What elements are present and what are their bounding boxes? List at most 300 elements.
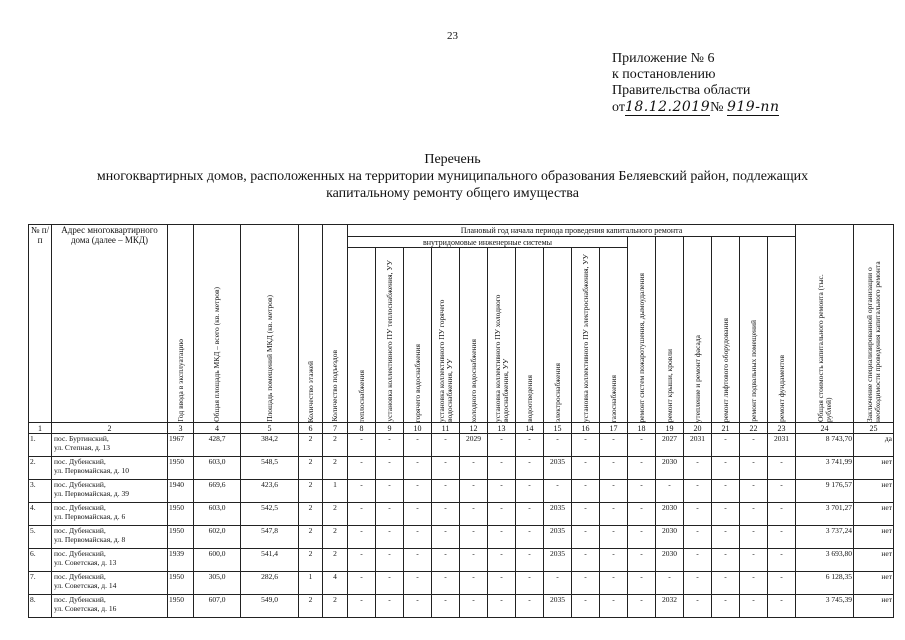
column-number: 8 (348, 423, 376, 434)
table-cell: 1 (299, 572, 323, 595)
table-cell: - (488, 434, 516, 457)
header-conclusion-cell (854, 225, 894, 423)
table-cell: - (740, 480, 768, 503)
table-cell: - (432, 457, 460, 480)
table-cell: 602,0 (194, 526, 241, 549)
table-cell: - (376, 526, 404, 549)
header-hotwater-meter: установка коллективного ПУ горячего водоснабжения, УУ (436, 299, 454, 422)
table-cell: 2 (299, 595, 323, 618)
header-foundation: ремонт фундаментов (776, 355, 786, 422)
address-settlement: пос. Дубенский, (54, 526, 106, 535)
table-cell: 2035 (544, 549, 572, 572)
table-cell: 2030 (656, 549, 684, 572)
address-cell (52, 526, 168, 549)
table-cell: 3 693,80 (796, 549, 854, 572)
table-cell: - (460, 572, 488, 595)
header-address: Адрес многоквартирного дома (далее – МКД) (52, 225, 168, 423)
table-cell: - (404, 480, 432, 503)
address-cell (52, 549, 168, 572)
table-cell: - (376, 457, 404, 480)
table-cell: - (712, 549, 740, 572)
table-cell: 384,2 (241, 434, 299, 457)
table-cell: - (348, 572, 376, 595)
header-premises-area: Площадь помещений МКД (кв. метров) (264, 295, 274, 422)
table-cell: - (544, 434, 572, 457)
table-cell: 1950 (168, 503, 194, 526)
address-street: ул. Советская, д. 16 (54, 604, 117, 613)
table-cell: - (768, 526, 796, 549)
table-row (29, 434, 894, 457)
header-number: № п/п (29, 225, 52, 423)
column-number: 13 (488, 423, 516, 434)
table-cell: - (768, 480, 796, 503)
address-cell (52, 572, 168, 595)
table-cell: - (516, 457, 544, 480)
table-cell: - (684, 526, 712, 549)
header-planned-year: Плановый год начала периода проведения капитального ремонта (348, 225, 796, 237)
handwritten-number: 919-пп (726, 99, 780, 115)
column-number: 23 (768, 423, 796, 434)
table-cell: 305,0 (194, 572, 241, 595)
header-premises-area-cell (241, 225, 299, 423)
address-settlement: пос. Буртинский, (54, 434, 109, 443)
header-fire: ремонт систем пожаротушения, дымоудаления (636, 272, 646, 422)
table-cell: 2 (299, 503, 323, 526)
column-number: 2 (52, 423, 168, 434)
table-cell: - (488, 526, 516, 549)
table-cell: - (404, 572, 432, 595)
header-cost-cell (796, 225, 854, 423)
table-cell: - (600, 526, 628, 549)
table-cell: - (404, 434, 432, 457)
header-entrances-cell (323, 225, 348, 423)
header-drainage: водоотведения (524, 375, 534, 422)
table-cell: - (740, 434, 768, 457)
table-cell: 2030 (656, 526, 684, 549)
header-fire-cell (628, 237, 656, 423)
table-cell: 428,7 (194, 434, 241, 457)
table-cell: - (348, 526, 376, 549)
table-cell: 542,5 (241, 503, 299, 526)
table-cell: да (854, 434, 894, 457)
page-number: 23 (447, 30, 458, 42)
buildings-table (28, 224, 894, 618)
column-number: 25 (854, 423, 894, 434)
table-cell: 2 (299, 457, 323, 480)
table-cell: 2 (323, 526, 348, 549)
table-cell: - (600, 503, 628, 526)
table-cell: 669,6 (194, 480, 241, 503)
table-cell: 9 176,57 (796, 480, 854, 503)
header-electric-meter: установка коллективного ПУ электроснабжения, УУ (580, 253, 590, 422)
table-cell: - (404, 549, 432, 572)
column-number: 6 (299, 423, 323, 434)
header-total-area-cell (194, 225, 241, 423)
table-cell: 1 (323, 480, 348, 503)
table-cell: - (740, 457, 768, 480)
column-number: 19 (656, 423, 684, 434)
table-cell: - (432, 572, 460, 595)
address-cell (52, 480, 168, 503)
column-number: 14 (516, 423, 544, 434)
table-cell: 2 (299, 526, 323, 549)
table-cell: - (768, 572, 796, 595)
table-cell: - (348, 549, 376, 572)
table-cell: - (600, 595, 628, 618)
table-cell: - (460, 480, 488, 503)
column-number: 7 (323, 423, 348, 434)
header-coldwater: холодного водоснабжения (468, 338, 478, 422)
title-line-2: многоквартирных домов, расположенных на территории муниципального образования Беляевский район, подлежащих (96, 169, 809, 184)
table-cell: - (376, 595, 404, 618)
header-cost: Общая стоимость капитального ремонта (тыс. рублей) (815, 274, 833, 422)
table-cell: - (684, 572, 712, 595)
table-row (29, 480, 894, 503)
header-roof: ремонт крыши, кровли (664, 348, 674, 422)
table-cell: - (740, 572, 768, 595)
table-cell: 3 737,24 (796, 526, 854, 549)
table-cell: - (712, 434, 740, 457)
title-line-1: Перечень (424, 152, 481, 167)
column-number: 16 (572, 423, 600, 434)
table-cell: - (628, 572, 656, 595)
table-cell: - (404, 503, 432, 526)
table-cell: - (740, 503, 768, 526)
table-cell: 1967 (168, 434, 194, 457)
table-cell: - (488, 549, 516, 572)
table-cell: 2030 (656, 457, 684, 480)
table-cell: - (684, 457, 712, 480)
appendix-block (612, 51, 779, 116)
address-street: ул. Первомайская, д. 8 (54, 535, 126, 544)
table-cell: - (684, 549, 712, 572)
table-cell: нет (854, 549, 894, 572)
table-cell: - (348, 503, 376, 526)
column-number: 15 (544, 423, 572, 434)
table-cell: - (376, 549, 404, 572)
table-cell: - (432, 526, 460, 549)
address-street: ул. Первомайская, д. 6 (54, 512, 126, 521)
header-year: Год ввода в эксплуатацию (175, 339, 185, 422)
header-electric-cell (544, 248, 572, 423)
table-cell: 3 741,99 (796, 457, 854, 480)
table-cell: - (628, 480, 656, 503)
column-numbers-row (29, 423, 894, 434)
header-engineering-systems: внутридомовые инженерные системы (348, 237, 628, 248)
table-cell: 4 (323, 572, 348, 595)
header-basement-cell (740, 237, 768, 423)
table-cell: - (768, 457, 796, 480)
table-cell: - (684, 503, 712, 526)
address-settlement: пос. Дубенский, (54, 457, 106, 466)
table-cell: 549,0 (241, 595, 299, 618)
address-settlement: пос. Дубенский, (54, 503, 106, 512)
table-cell: 1950 (168, 595, 194, 618)
address-street: ул. Советская, д. 13 (54, 558, 117, 567)
table-row (29, 526, 894, 549)
table-cell: нет (854, 572, 894, 595)
table-cell: 600,0 (194, 549, 241, 572)
table-cell: 2 (299, 549, 323, 572)
table-cell: - (768, 595, 796, 618)
table-cell: - (348, 434, 376, 457)
table-cell: 6 128,35 (796, 572, 854, 595)
table-cell: - (404, 457, 432, 480)
column-number: 10 (404, 423, 432, 434)
header-heat-meter-cell (376, 248, 404, 423)
table-cell: - (572, 503, 600, 526)
table-cell: - (404, 526, 432, 549)
number-sign: № (710, 100, 724, 115)
table-cell: 607,0 (194, 595, 241, 618)
table-cell: нет (854, 457, 894, 480)
appendix-line-2: к постановлению (612, 67, 716, 82)
address-settlement: пос. Дубенский, (54, 549, 106, 558)
table-cell: - (432, 480, 460, 503)
table-cell: - (348, 457, 376, 480)
column-number: 17 (600, 423, 628, 434)
row-number: 8. (29, 595, 52, 618)
table-cell: - (488, 457, 516, 480)
column-number: 1 (29, 423, 52, 434)
header-facade: утепление и ремонт фасада (692, 334, 702, 422)
column-number: 12 (460, 423, 488, 434)
table-cell: - (376, 480, 404, 503)
table-cell: 603,0 (194, 457, 241, 480)
header-basement: ремонт подвальных помещений (748, 320, 758, 422)
header-electric: электроснабжения (552, 363, 562, 422)
row-number: 4. (29, 503, 52, 526)
header-drainage-cell (516, 248, 544, 423)
table-cell: - (516, 572, 544, 595)
table-cell: - (656, 572, 684, 595)
column-number: 4 (194, 423, 241, 434)
table-cell: 282,6 (241, 572, 299, 595)
table-cell: - (712, 572, 740, 595)
column-number: 11 (432, 423, 460, 434)
row-number: 2. (29, 457, 52, 480)
column-number: 3 (168, 423, 194, 434)
header-gas: газоснабжения (608, 374, 618, 422)
table-cell: - (432, 595, 460, 618)
table-cell: - (432, 549, 460, 572)
header-conclusion: Заключение специализированной организации о необходимости проведения капитального ремонта (864, 261, 882, 422)
column-number: 5 (241, 423, 299, 434)
table-cell: - (768, 549, 796, 572)
address-settlement: пос. Дубенский, (54, 595, 106, 604)
table-cell: - (712, 526, 740, 549)
table-cell: - (712, 457, 740, 480)
table-cell: - (460, 595, 488, 618)
appendix-line-3: Правительства области (612, 83, 751, 98)
header-coldwater-meter-cell (488, 248, 516, 423)
header-floors: Количество этажей (305, 360, 315, 422)
table-cell: 1940 (168, 480, 194, 503)
table-cell: - (740, 526, 768, 549)
table-cell: - (656, 480, 684, 503)
table-cell: - (376, 572, 404, 595)
table-cell: - (404, 595, 432, 618)
header-heat-meter: установка коллективного ПУ теплоснабжения, УУ (384, 260, 394, 422)
header-heat-cell (348, 248, 376, 423)
table-cell: - (516, 480, 544, 503)
table-cell: - (572, 457, 600, 480)
table-cell: нет (854, 480, 894, 503)
address-street: ул. Советская, д. 14 (54, 581, 117, 590)
address-cell (52, 595, 168, 618)
table-cell: - (768, 503, 796, 526)
table-cell: - (572, 526, 600, 549)
header-hotwater: горячего водоснабжения (412, 343, 422, 422)
header-entrances: Количество подъездов (330, 350, 339, 422)
address-cell (52, 457, 168, 480)
table-cell: - (516, 549, 544, 572)
table-cell: 2035 (544, 457, 572, 480)
table-cell: 1950 (168, 526, 194, 549)
address-street: ул. Степная, д. 13 (54, 443, 111, 452)
table-cell: 2031 (768, 434, 796, 457)
address-cell (52, 434, 168, 457)
table-cell: - (628, 526, 656, 549)
header-hotwater-cell (404, 248, 432, 423)
appendix-date-line (612, 99, 779, 116)
column-number: 24 (796, 423, 854, 434)
address-settlement: пос. Дубенский, (54, 480, 106, 489)
header-floors-cell (299, 225, 323, 423)
header-coldwater-meter: установка коллективного ПУ холодного водоснабжения, УУ (492, 294, 510, 422)
table-cell: 8 743,70 (796, 434, 854, 457)
header-gas-cell (600, 248, 628, 423)
address-settlement: пос. Дубенский, (54, 572, 106, 581)
table-cell: - (488, 503, 516, 526)
table-cell: - (516, 526, 544, 549)
header-total-area: Общая площадь МКД – всего (кв. метров) (212, 287, 221, 422)
table-cell: - (488, 572, 516, 595)
table-cell: - (516, 595, 544, 618)
table-cell: 2 (299, 434, 323, 457)
table-cell: 2031 (684, 434, 712, 457)
table-cell: - (572, 480, 600, 503)
table-cell: - (432, 503, 460, 526)
table-cell: - (600, 457, 628, 480)
table-cell: - (740, 595, 768, 618)
table-cell: - (628, 434, 656, 457)
appendix-line-1: Приложение № 6 (612, 51, 715, 66)
document-title (0, 151, 905, 202)
table-cell: - (488, 595, 516, 618)
table-cell: - (544, 572, 572, 595)
table-cell: 423,6 (241, 480, 299, 503)
table-cell: 2 (323, 549, 348, 572)
table-cell: - (684, 480, 712, 503)
column-number: 18 (628, 423, 656, 434)
table-cell: - (572, 572, 600, 595)
table-row (29, 503, 894, 526)
table-cell: - (628, 549, 656, 572)
table-cell: 2032 (656, 595, 684, 618)
table-cell: - (572, 434, 600, 457)
table-cell: 2029 (460, 434, 488, 457)
table-cell: - (712, 595, 740, 618)
row-number: 5. (29, 526, 52, 549)
table-cell: - (600, 572, 628, 595)
table-cell: - (628, 595, 656, 618)
title-line-3: капитальному ремонту общего имущества (326, 186, 579, 201)
table-cell: 603,0 (194, 503, 241, 526)
table-cell: 2 (323, 595, 348, 618)
table-cell: - (460, 503, 488, 526)
handwritten-date: 18.12.2019 (624, 99, 711, 115)
table-row (29, 549, 894, 572)
table-cell: - (712, 503, 740, 526)
table-cell: нет (854, 526, 894, 549)
table-cell: - (376, 503, 404, 526)
column-number: 20 (684, 423, 712, 434)
table-cell: - (712, 480, 740, 503)
table-cell: - (740, 549, 768, 572)
row-number: 3. (29, 480, 52, 503)
table-cell: - (600, 434, 628, 457)
table-cell: 1950 (168, 572, 194, 595)
table-cell: 3 701,27 (796, 503, 854, 526)
address-street: ул. Первомайская, д. 39 (54, 489, 129, 498)
table-cell: - (460, 549, 488, 572)
table-cell: нет (854, 503, 894, 526)
header-heat: теплоснабжения (356, 369, 366, 422)
header-electric-meter-cell (572, 248, 600, 423)
table-cell: - (516, 503, 544, 526)
table-row (29, 595, 894, 618)
table-cell: 1950 (168, 457, 194, 480)
table-cell: - (572, 549, 600, 572)
header-coldwater-cell (460, 248, 488, 423)
table-row (29, 457, 894, 480)
table-cell: 2027 (656, 434, 684, 457)
header-lift-cell (712, 237, 740, 423)
header-year-cell (168, 225, 194, 423)
table-cell: - (600, 549, 628, 572)
table-cell: 547,8 (241, 526, 299, 549)
table-body (29, 434, 894, 618)
table-row (29, 572, 894, 595)
table-cell: - (460, 457, 488, 480)
address-street: ул. Первомайская, д. 10 (54, 466, 129, 475)
row-number: 7. (29, 572, 52, 595)
address-cell (52, 503, 168, 526)
table-cell: - (348, 595, 376, 618)
table-cell: 1939 (168, 549, 194, 572)
table-cell: - (376, 434, 404, 457)
row-number: 1. (29, 434, 52, 457)
column-number: 22 (740, 423, 768, 434)
row-number: 6. (29, 549, 52, 572)
header-facade-cell (684, 237, 712, 423)
header-hotwater-meter-cell (432, 248, 460, 423)
table-cell: 2035 (544, 503, 572, 526)
table-cell: 2035 (544, 526, 572, 549)
table-cell: 2 (323, 434, 348, 457)
header-lift: ремонт лифтового оборудования (720, 317, 730, 422)
table-cell: 548,5 (241, 457, 299, 480)
table-cell: - (628, 503, 656, 526)
table-cell: - (432, 434, 460, 457)
table-cell: 2 (323, 457, 348, 480)
table-cell: - (348, 480, 376, 503)
header-foundation-cell (768, 237, 796, 423)
date-prefix: от (612, 100, 625, 115)
table-cell: - (684, 595, 712, 618)
column-number: 21 (712, 423, 740, 434)
